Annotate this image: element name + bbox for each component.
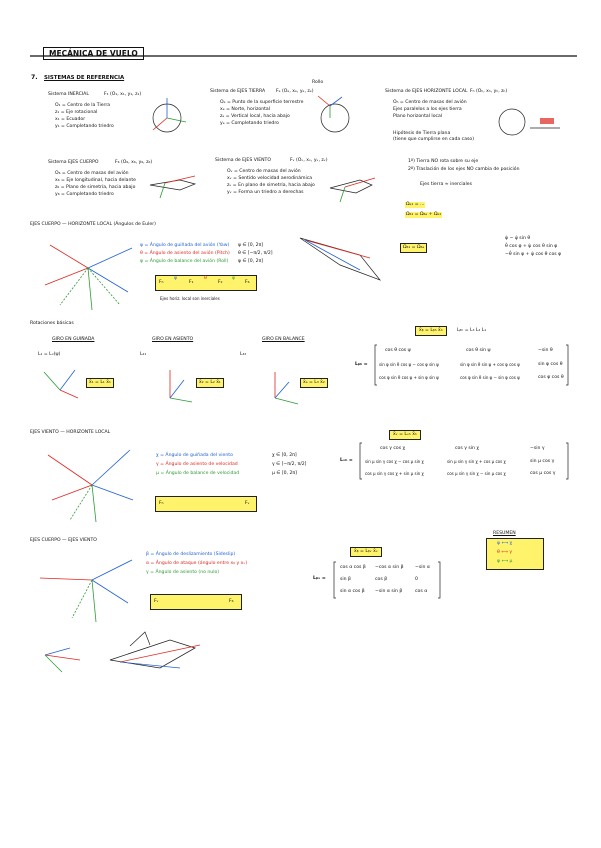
omega-rhs-3: −θ̇ sin φ + ψ̇ cos θ cos φ <box>505 252 562 257</box>
section-number: 7. <box>31 74 38 81</box>
inertial-formula: F₁ (O₁, x₁, y₁, z₁) <box>104 92 142 97</box>
chain-fh: Fₕ <box>159 280 164 285</box>
wind-m-r2c3: sin μ cos γ <box>530 459 555 464</box>
chain-fb: F₆ <box>245 280 250 285</box>
wind-m-r1c2: cos γ sin χ <box>455 446 480 451</box>
wind-section-heading: EJES VIENTO — HORIZONTE LOCAL <box>30 430 111 435</box>
wind-range-gamma: γ ∈ [−π/2, π/2] <box>272 462 307 467</box>
euler-angle-psi: ψ = Ángulo de guiñada del avión (Yaw) <box>140 243 230 248</box>
inertial-globe-diagram <box>153 98 186 132</box>
bw-m-r2c3: 0 <box>415 577 418 582</box>
lbv-label: Lᵦᵥ = <box>313 576 326 581</box>
summary-2: θ ⟷ γ <box>497 550 513 555</box>
wind-m-r3c3: cos μ cos γ <box>530 471 556 476</box>
roll-label: Rollo <box>312 80 324 85</box>
horizon-line-2: Ejes paralelos a los ejes tierra <box>393 107 462 112</box>
rotation-pitch-tag: x̂₂ = L₂ x̂₁ <box>196 378 224 388</box>
bw-chain-box <box>150 594 242 610</box>
euler-range-theta: θ ∈ [−π/2, π/2] <box>238 251 273 256</box>
chain-phi: φ <box>232 276 236 281</box>
earth-axes-line-1: Oₑ = Punto de la superficie terrestre <box>220 100 304 105</box>
body-wind-diagram <box>40 560 132 622</box>
wind-axes-line-3: zᵥ = En plano de simetría, hacia abajo <box>227 183 315 188</box>
inertial-label: Sistema INERCIAL <box>48 92 89 97</box>
wind-range-mu: μ ∈ [0, 2π] <box>272 471 297 476</box>
alpha-beta-mini-sketch <box>45 648 80 672</box>
body-m-r2c2: sin φ sin θ sin ψ + cos φ cos ψ <box>460 362 520 367</box>
summary-3: φ ⟷ μ <box>497 559 513 564</box>
horizon-line-3: Plano horizontal local <box>393 114 443 119</box>
eq-omega-main: Ω₆₁ = Ω₆ₑ <box>400 243 427 253</box>
body-m-r3c1: cos φ sin θ cos ψ + sin φ sin ψ <box>379 375 439 380</box>
earth-inertial-line: Ejes tierra ≈ inerciales <box>420 182 472 187</box>
earth-axes-line-4: yₑ = Completando triedro <box>220 121 279 126</box>
horizon-globe-diagram <box>499 109 560 135</box>
wind-box: x̂ᵥ = Lᵥₕ x̂ₕ <box>389 430 421 440</box>
bw-m-r2c1: sin β <box>340 577 351 582</box>
bw-m-r1c1: cos α cos β <box>340 565 366 570</box>
earth-axes-line-2: xₑ = Norte, horizontal <box>220 107 270 112</box>
bw-angle-alpha: α = Ángulo de ataque (ángulo entre x₆ y xᵥ) <box>146 561 248 566</box>
wind-axes-formula: Fᵥ (Oᵥ, xᵥ, yᵥ, zᵥ) <box>290 158 328 163</box>
bw-m-r3c1: sin α cos β <box>340 589 365 594</box>
flat-earth-note-1: Hipótesis de Tierra plana <box>393 131 451 136</box>
chain-f2: F₂ <box>218 280 223 285</box>
body-axes-line-1: O₆ = Centro de masas del avión <box>55 171 129 176</box>
body-m-r3c2: cos φ sin θ sin ψ − sin φ cos ψ <box>460 375 520 380</box>
lbh-label: Lᵦₕ = <box>355 362 368 367</box>
final-body-note: Lᵦₕ = L₃ L₂ L₁ <box>457 328 487 333</box>
wind-axes-line-1: Oᵥ = Centro de masas del avión <box>227 169 301 174</box>
body-m-r1c2: cos θ sin ψ <box>466 348 491 353</box>
bw-m-r1c3: −sin α <box>415 565 430 570</box>
summary-box <box>486 538 544 570</box>
lvh-label: Lᵥₕ = <box>340 458 353 463</box>
bw-m-r3c2: −sin α sin β <box>375 589 403 594</box>
body-axes-line-3: z₆ = Plano de simetría, hacia abajo <box>55 185 136 190</box>
bw-angle-beta: β = Ángulo de deslizamiento (Sideslip) <box>146 552 236 557</box>
wind-axes-line-2: xᵥ = Sentido velocidad aerodinámica <box>227 176 313 181</box>
euler-range-phi: φ ∈ [0, 2π] <box>238 259 264 264</box>
rotation-yaw-tag: x̂₁ = L₁ x̂ₕ <box>86 378 114 388</box>
euler-heading: EJES CUERPO — HORIZONTE LOCAL (Ángulos de Euler) <box>30 222 156 227</box>
wind-angle-chi: χ = Ángulo de guiñada del viento <box>156 453 233 458</box>
bw-m-r2c2: cos β <box>375 577 388 582</box>
body-axes-label: Sistema EJES CUERPO <box>48 160 99 165</box>
inertial-line-4: y₁ = Completando triedro <box>55 124 114 129</box>
inertial-line-2: z₁ = Eje rotacional <box>55 110 98 115</box>
rotation-roll-tag: x̂ₐ = L₃ x̂₂ <box>300 378 328 388</box>
wind-chain-box <box>155 496 257 512</box>
body-axes-line-4: y₆ = Completando triedro <box>55 192 114 197</box>
bw-m-r3c3: cos α <box>415 589 428 594</box>
note-1: 1º) Tierra NO rota sobre su eje <box>408 159 479 164</box>
wind-m-r2c2: sin μ sin γ sin χ + cos μ cos χ <box>447 459 506 464</box>
earth-axes-globe-diagram <box>318 96 349 132</box>
wind-angle-gamma: γ = Ángulo de asiento de velocidad <box>156 462 238 467</box>
wind-m-r2c1: sin μ sin γ cos χ − cos μ sin χ <box>365 459 424 464</box>
rotation-roll-label: GIRO EN BALANCE <box>262 337 305 342</box>
earth-axes-label: Sistema de EJES TIERRA <box>210 89 266 94</box>
euler-angle-phi: φ = Ángulo de balance del avión (Roll) <box>140 259 229 264</box>
body-m-r1c1: cos θ cos ψ <box>385 348 411 353</box>
bw-chain-fb: F₆ <box>229 599 234 604</box>
omega-rhs-1: φ̇ − ψ̇ sin θ <box>505 236 531 241</box>
wind-axes-label: Sistema de EJES VIENTO <box>215 158 271 163</box>
rotation-yaw-sketch <box>44 370 78 398</box>
wind-m-r1c1: cos γ cos χ <box>380 446 406 451</box>
wind-axes-line-4: yᵥ = Forma un triedro a derechas <box>227 190 304 195</box>
eq-omega-bi: Ω₆₁ = Ω₆ₑ + Ωₑ₁ <box>406 212 442 217</box>
wind-chain-fh: Fₕ <box>159 501 164 506</box>
body-axes-plane-sketch <box>150 176 195 198</box>
summary-title: RESUMEN <box>493 531 516 536</box>
body-m-r2c3: sin φ cos θ <box>538 362 563 367</box>
flat-earth-note-2: (tiene que cumplirse en cada caso) <box>393 137 475 142</box>
eq-omega-ei: Ωₑ₁ = ... <box>406 202 425 207</box>
euler-note: Ejes horiz. local son inerciales <box>160 296 220 301</box>
euler-chain-box <box>155 275 257 291</box>
chain-theta: θ <box>204 276 207 281</box>
body-m-r1c3: −sin θ <box>538 348 553 353</box>
body-wind-heading: EJES CUERPO — EJES VIENTO <box>30 538 97 543</box>
wind-m-r3c2: cos μ sin γ sin χ − sin μ cos χ <box>447 471 506 476</box>
chain-psi: ψ <box>174 276 178 281</box>
euler-range-psi: ψ ∈ [0, 2π] <box>238 243 264 248</box>
rotation-pitch-sketch <box>170 370 192 402</box>
bw-chain-fv: Fᵥ <box>154 599 159 604</box>
summary-1: ψ ⟷ χ <box>497 541 513 546</box>
note-2: 2º) Traslación de los ejes NO cambia de posición <box>408 167 520 172</box>
euler-plane-sketch <box>300 238 380 280</box>
section-title: SISTEMAS DE REFERENCIA <box>44 75 125 81</box>
final-body-box: x̂ᵦ = Lᵦₕ x̂ₕ <box>415 326 447 336</box>
wind-chain-fv: Fᵥ <box>245 501 250 506</box>
euler-angle-theta: θ = Ángulo de asiento del avión (Pitch) <box>140 251 230 256</box>
wind-m-r3c1: cos μ sin γ cos χ + sin μ sin χ <box>365 471 424 476</box>
inertial-line-1: O₁ = Centro de la Tierra <box>55 103 111 108</box>
body-m-r2c1: sin φ sin θ cos ψ − cos φ sin ψ <box>379 362 439 367</box>
page-title: MECÁNICA DE VUELO <box>43 47 144 60</box>
rotation-roll-result: L₃₂ <box>240 352 247 357</box>
horizon-line-1: Oₕ = Centro de masas del avión <box>393 100 467 105</box>
earth-axes-line-3: zₑ = Vertical local, hacia abajo <box>220 114 290 119</box>
horizon-label: Sistema de EJES HORIZONTE LOCAL <box>385 89 468 94</box>
rotation-roll-sketch <box>275 372 298 404</box>
rotation-yaw-label: GIRO EN GUIÑADA <box>52 337 95 342</box>
inertial-line-3: x₁ = Ecuador <box>55 117 86 122</box>
rotation-yaw-result: L₁ = Lₓ(ψ) <box>38 352 61 357</box>
earth-axes-formula: Fₑ (Oₑ, xₑ, yₑ, zₑ) <box>276 89 314 94</box>
body-axes-formula: F₆ (O₆, x₆, y₆, z₆) <box>115 160 153 165</box>
wind-m-r1c3: −sin γ <box>530 446 545 451</box>
rotation-pitch-result: L₂₁ <box>140 352 147 357</box>
wind-axes-diagram <box>48 450 133 522</box>
euler-axes-diagram <box>45 245 132 310</box>
bw-box: x̂ᵦ = Lᵦᵥ x̂ᵥ <box>350 547 382 557</box>
omega-rhs-2: θ̇ cos φ + ψ̇ cos θ sin φ <box>505 244 558 249</box>
rotation-pitch-label: GIRO EN ASIENTO <box>152 337 194 342</box>
horizon-formula: Fₕ (Oₕ, xₕ, yₕ, zₕ) <box>470 89 508 94</box>
chain-f1: F₁ <box>189 280 194 285</box>
wind-axes-plane-sketch <box>330 178 375 202</box>
body-axes-line-2: x₆ = Eje longitudinal, hacia delante <box>55 178 136 183</box>
body-m-r3c3: cos φ cos θ <box>538 375 564 380</box>
wind-angle-mu: μ = Ángulo de balance de velocidad <box>156 471 240 476</box>
bw-angle-gamma: γ = Ángulo de asiento (no nulo) <box>146 570 220 575</box>
aircraft-side-sketch <box>110 632 200 668</box>
bw-m-r1c2: −cos α sin β <box>375 565 404 570</box>
wind-range-chi: χ ∈ [0, 2π] <box>272 453 297 458</box>
rotations-heading: Rotaciones básicas <box>30 321 74 326</box>
